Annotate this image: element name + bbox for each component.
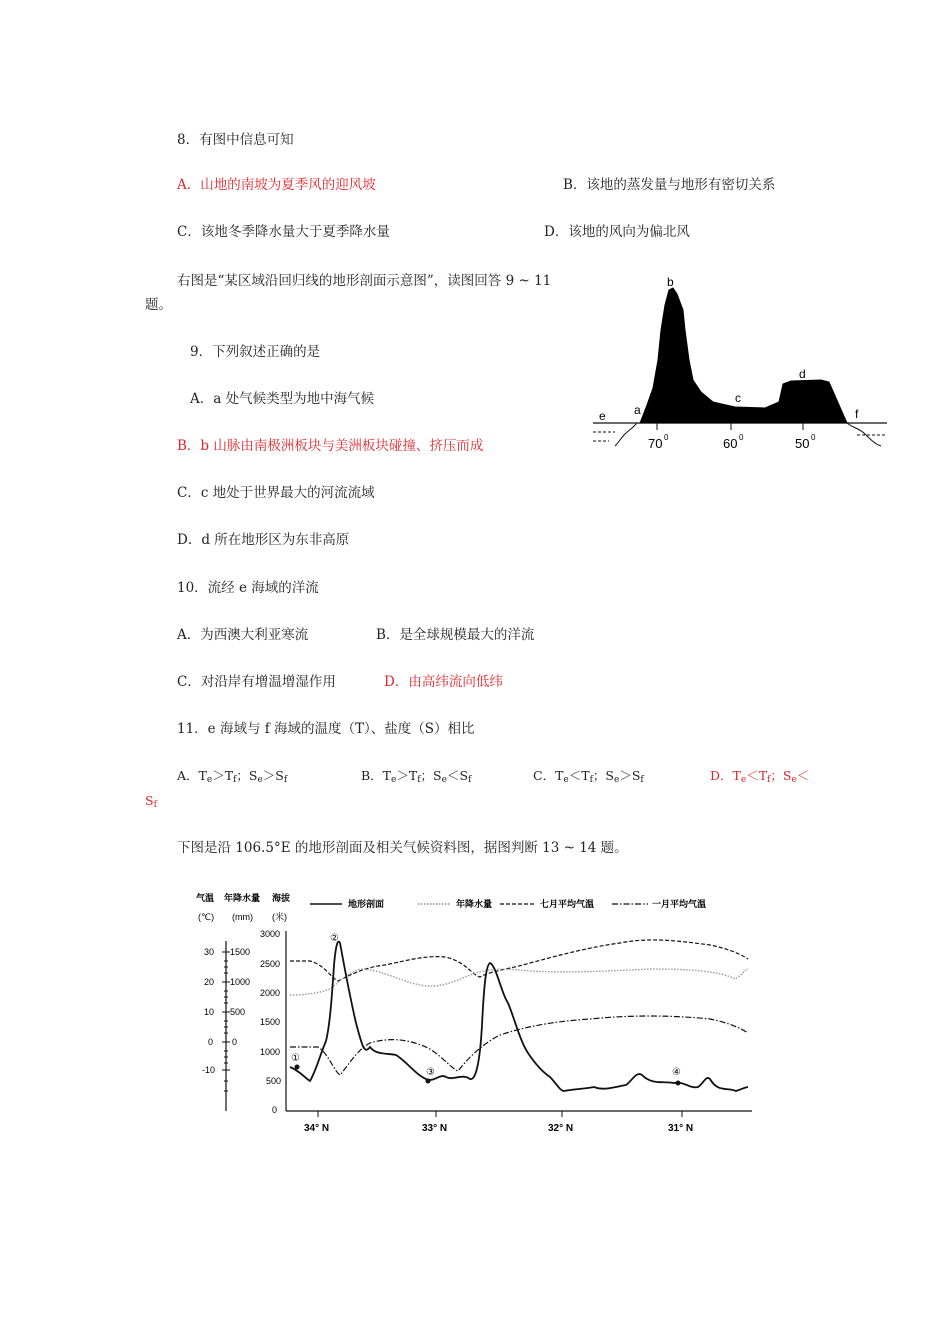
label-a: a (634, 403, 641, 417)
q8-stem: 8．有图中信息可知 (177, 132, 294, 148)
intro-9-11-line1: 右图是“某区域沿回归线的地形剖面示意图”，读图回答 9 ~ 11 (177, 273, 552, 289)
axis-header-temp: 气温 (196, 893, 215, 903)
q8-option-b: B．该地的蒸发量与地形有密切关系 (563, 177, 776, 193)
axis-unit-precip: (mm) (232, 912, 253, 922)
x-tick-32N: 32° N (548, 1123, 574, 1134)
x-tick-33N: 33° N (422, 1123, 448, 1134)
temp-tick-neg10: -10 (202, 1065, 216, 1075)
elev-tick-500: 500 (266, 1076, 282, 1086)
marker-1: ① (291, 1053, 300, 1064)
axis-unit-elev: (米) (272, 912, 287, 922)
temp-tick-30: 30 (204, 947, 215, 957)
legend-jan-temp: 一月平均气温 (652, 899, 707, 909)
tick-70: 70 (648, 436, 663, 451)
x-tick-34N: 34° N (304, 1123, 330, 1134)
q10-option-d: D．由高纬流向低纬 (384, 674, 503, 690)
q9-option-c: C．c 地处于世界最大的河流流域 (177, 485, 375, 501)
x-tick-31N: 31° N (668, 1123, 694, 1134)
precip-tick-1500: 1500 (230, 947, 251, 957)
q11-option-b: B．$T_e>T_f$；$S_e<S_f$ (361, 768, 472, 785)
elev-tick-2000: 2000 (260, 988, 281, 998)
terrain-profile-figure (585, 270, 895, 460)
series-july-temp (290, 940, 748, 981)
q9-stem: 9．下列叙述正确的是 (190, 344, 321, 360)
marker-2: ② (330, 933, 339, 944)
q10-option-c: C．对沿岸有增温增湿作用 (177, 674, 336, 690)
q9-option-a: A．a 处气候类型为地中海气候 (190, 391, 375, 407)
elev-tick-1500: 1500 (260, 1017, 281, 1027)
marker-4: ④ (672, 1067, 681, 1078)
q8-option-d: D．该地的风向为偏北风 (544, 224, 690, 240)
q10-option-a: A．为西澳大利亚寒流 (177, 627, 309, 643)
axis-header-precip: 年降水量 (224, 893, 261, 903)
tick-70-degree: 0 (664, 433, 669, 442)
axis-unit-temp: (℃) (198, 912, 215, 922)
climate-profile-figure (190, 885, 760, 1140)
q11-option-c: C．$T_e<T_f$；$S_e>S_f$ (533, 768, 644, 785)
label-f: f (855, 407, 859, 421)
tick-50: 50 (795, 436, 810, 451)
elev-tick-3000: 3000 (260, 929, 281, 939)
terrain-silhouette (640, 288, 847, 423)
series-precip (290, 969, 748, 995)
label-e: e (599, 409, 606, 423)
q9-option-d: D．d 所在地形区为东非高原 (177, 532, 350, 548)
tick-60-degree: 0 (739, 433, 744, 442)
q8-option-c: C．该地冬季降水量大于夏季降水量 (177, 224, 390, 240)
label-d: d (799, 367, 806, 381)
label-b: b (667, 275, 674, 289)
axis-header-elev: 海拔 (272, 893, 291, 903)
q9-option-b: B．b 山脉由南极洲板块与美洲板块碰撞、挤压而成 (177, 438, 484, 454)
elev-tick-2500: 2500 (260, 959, 281, 969)
q11-option-d-wrap: $S_f$ (145, 793, 157, 810)
temp-tick-20: 20 (204, 977, 215, 987)
temp-tick-10: 10 (204, 1007, 215, 1017)
legend-july-temp: 七月平均气温 (540, 899, 595, 909)
precip-tick-500: 500 (230, 1007, 246, 1017)
temp-tick-0: 0 (208, 1037, 214, 1047)
q8-option-a: A．山地的南坡为夏季风的迎风坡 (177, 177, 376, 193)
q10-stem: 10．流经 e 海域的洋流 (177, 580, 319, 596)
q10-option-b: B．是全球规模最大的洋流 (376, 627, 535, 643)
elev-tick-1000: 1000 (260, 1047, 281, 1057)
tick-60: 60 (723, 436, 738, 451)
label-c: c (735, 391, 741, 405)
legend-terrain: 地形剖面 (348, 899, 385, 909)
tick-50-degree: 0 (811, 433, 816, 442)
intro-9-11-line2: 题。 (145, 297, 172, 313)
q11-stem: 11．e 海域与 f 海域的温度（T）、盐度（S）相比 (177, 721, 475, 737)
q11-option-a: A．$T_e>T_f$；$S_e>S_f$ (177, 768, 288, 785)
legend-precip: 年降水量 (456, 899, 493, 909)
precip-tick-1000: 1000 (230, 977, 251, 987)
intro-13-14: 下图是沿 106.5°E 的地形剖面及相关气候资料图，据图判断 13 ~ 14 题。 (177, 840, 628, 856)
elev-tick-0: 0 (272, 1105, 278, 1115)
marker-3: ③ (426, 1067, 435, 1078)
q11-option-d: D．$T_e<T_f$；$S_e<$ (710, 768, 810, 785)
precip-tick-0: 0 (232, 1037, 238, 1047)
